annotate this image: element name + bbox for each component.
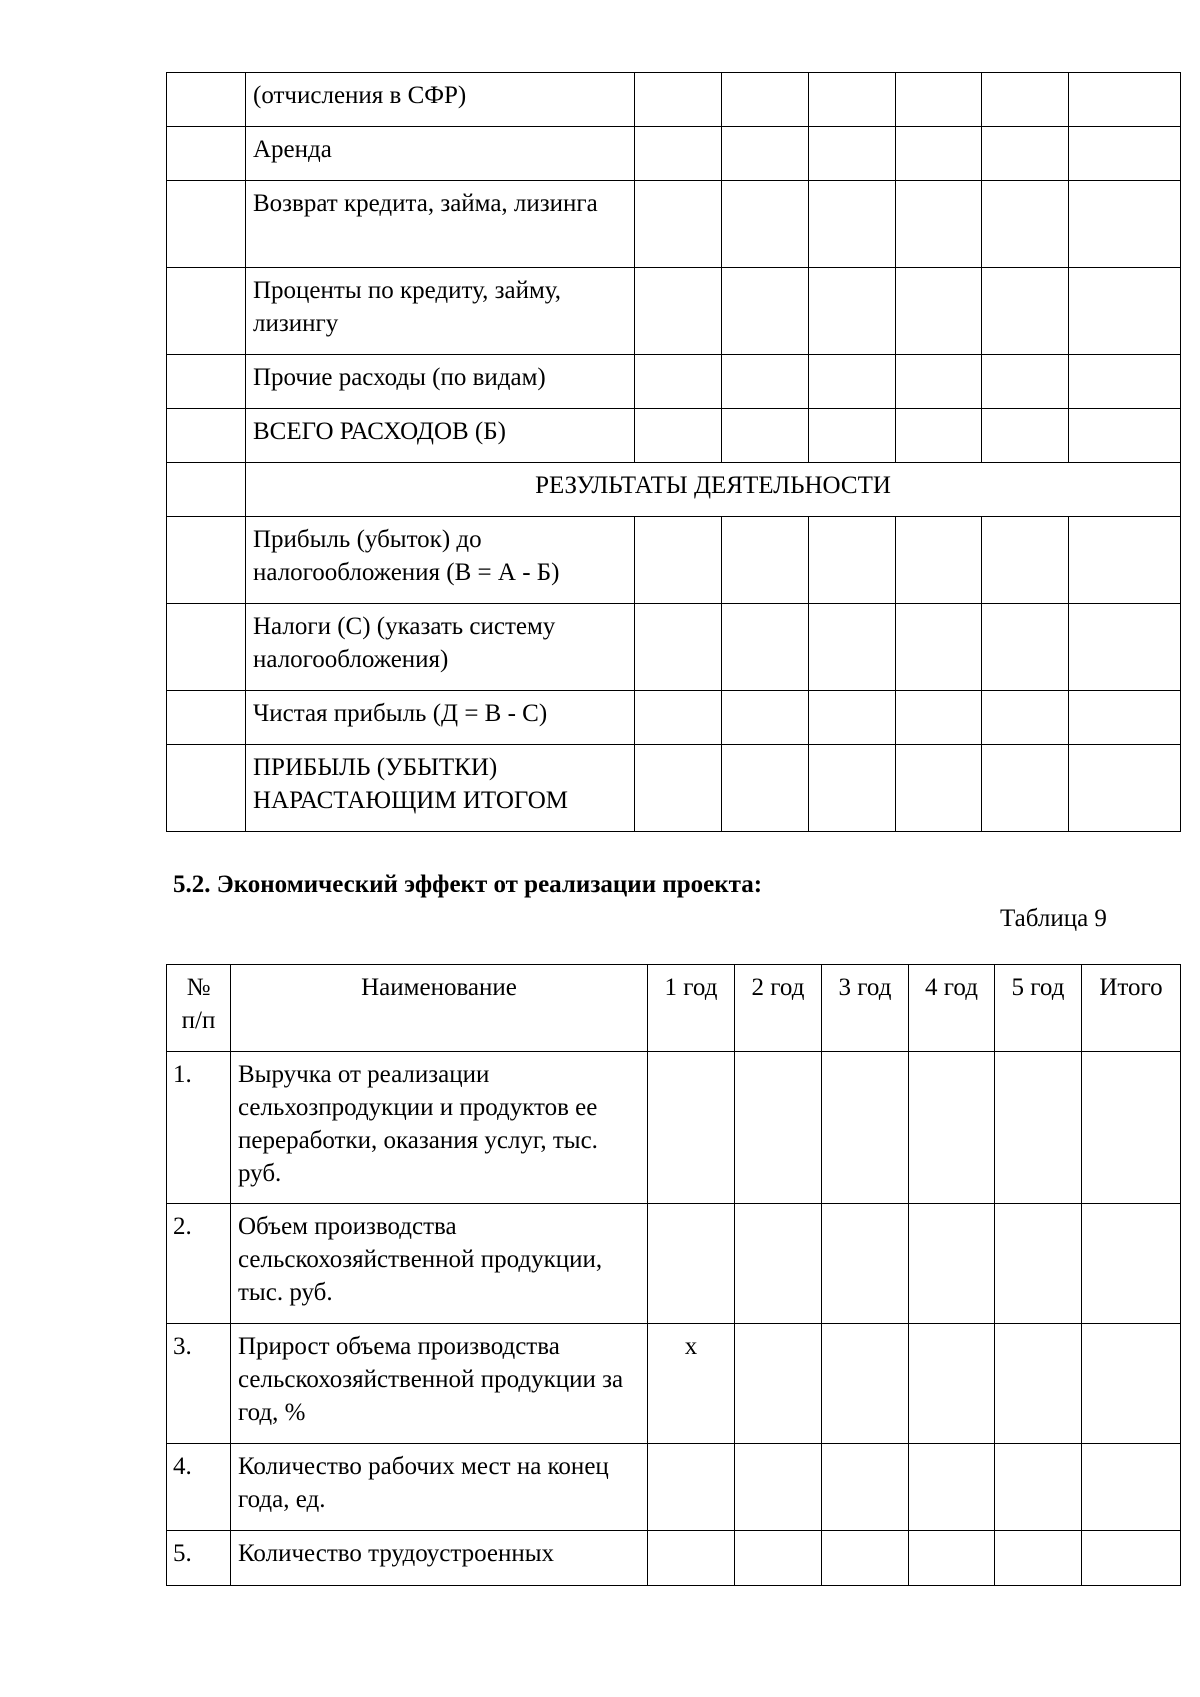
- table-row: [167, 1052, 1181, 1204]
- table-row: [167, 268, 1181, 355]
- value-cell: [735, 1324, 822, 1444]
- value-cell: [635, 355, 722, 409]
- value-cell: [635, 517, 722, 604]
- header-name: Наименование: [231, 965, 648, 1052]
- value-cell: [896, 409, 982, 463]
- section-title: РЕЗУЛЬТАТЫ ДЕЯТЕЛЬНОСТИ: [246, 463, 1181, 517]
- row-number-cell: [167, 745, 246, 832]
- value-cell: [982, 127, 1069, 181]
- value-cell: [1082, 1531, 1181, 1586]
- value-cell: [982, 268, 1069, 355]
- value-cell: [1069, 181, 1181, 268]
- value-cell: [809, 268, 896, 355]
- value-cell: [635, 73, 722, 127]
- row-label: Прибыль (убыток) до налогообложения (В = А - Б): [246, 517, 635, 604]
- row-name: Выручка от реализации сельхозпродукции и продуктов ее переработки, оказания услуг, тыс. руб.: [231, 1052, 648, 1204]
- year-1-cell: [648, 1531, 735, 1586]
- value-cell: [735, 1531, 822, 1586]
- row-label: Аренда: [246, 127, 635, 181]
- row-name: Объем производства сельскохозяйственной продукции, тыс. руб.: [231, 1204, 648, 1324]
- economic-effect-table: [166, 964, 1181, 1586]
- value-cell: [995, 1324, 1082, 1444]
- value-cell: [1069, 355, 1181, 409]
- header-year-5: 5 год: [995, 965, 1082, 1052]
- year-1-cell: [648, 1444, 735, 1531]
- value-cell: [1069, 268, 1181, 355]
- value-cell: [722, 181, 809, 268]
- section-row: [167, 463, 1181, 517]
- value-cell: [896, 127, 982, 181]
- value-cell: [896, 181, 982, 268]
- value-cell: [809, 181, 896, 268]
- year-1-cell: [648, 1052, 735, 1204]
- value-cell: [722, 355, 809, 409]
- value-cell: [822, 1324, 909, 1444]
- row-number-cell: [167, 463, 246, 517]
- table-row: [167, 517, 1181, 604]
- row-label: Проценты по кредиту, займу, лизингу: [246, 268, 635, 355]
- value-cell: [909, 1324, 995, 1444]
- value-cell: [982, 73, 1069, 127]
- value-cell: [735, 1444, 822, 1531]
- value-cell: [1069, 745, 1181, 832]
- table-row: [167, 1204, 1181, 1324]
- value-cell: [1069, 517, 1181, 604]
- value-cell: [722, 268, 809, 355]
- header-year-2: 2 год: [735, 965, 822, 1052]
- value-cell: [809, 517, 896, 604]
- row-label: Возврат кредита, займа, лизинга: [246, 181, 635, 268]
- table-row: [167, 409, 1181, 463]
- value-cell: [809, 127, 896, 181]
- row-number-cell: [167, 409, 246, 463]
- value-cell: [722, 517, 809, 604]
- value-cell: [635, 691, 722, 745]
- value-cell: [809, 355, 896, 409]
- value-cell: [982, 517, 1069, 604]
- year-1-cell: [648, 1204, 735, 1324]
- row-number-cell: [167, 268, 246, 355]
- row-name: Прирост объема производства сельскохозяйственной продукции за год, %: [231, 1324, 648, 1444]
- value-cell: [982, 355, 1069, 409]
- value-cell: [896, 355, 982, 409]
- value-cell: [982, 181, 1069, 268]
- table-caption: Таблица 9: [1000, 905, 1107, 932]
- value-cell: [982, 745, 1069, 832]
- row-number: 5.: [167, 1531, 231, 1586]
- table-row: [167, 604, 1181, 691]
- header-total: Итого: [1082, 965, 1181, 1052]
- row-label: Прочие расходы (по видам): [246, 355, 635, 409]
- row-label: Чистая прибыль (Д = В - С): [246, 691, 635, 745]
- value-cell: [722, 73, 809, 127]
- expenses-results-table: [166, 72, 1181, 832]
- value-cell: [995, 1444, 1082, 1531]
- table-row: [167, 73, 1181, 127]
- row-number-cell: [167, 355, 246, 409]
- value-cell: [722, 409, 809, 463]
- row-number-cell: [167, 517, 246, 604]
- value-cell: [995, 1204, 1082, 1324]
- header-row: [167, 965, 1181, 1052]
- value-cell: [722, 691, 809, 745]
- value-cell: [635, 409, 722, 463]
- value-cell: [635, 745, 722, 832]
- header-year-3: 3 год: [822, 965, 909, 1052]
- value-cell: [995, 1052, 1082, 1204]
- table-row: [167, 127, 1181, 181]
- value-cell: [809, 691, 896, 745]
- value-cell: [822, 1531, 909, 1586]
- row-number: 2.: [167, 1204, 231, 1324]
- value-cell: [896, 73, 982, 127]
- value-cell: [1082, 1324, 1181, 1444]
- value-cell: [1082, 1052, 1181, 1204]
- value-cell: [982, 409, 1069, 463]
- value-cell: [1069, 127, 1181, 181]
- row-number: 3.: [167, 1324, 231, 1444]
- table-row: [167, 181, 1181, 268]
- row-number-cell: [167, 691, 246, 745]
- value-cell: [982, 604, 1069, 691]
- value-cell: [822, 1204, 909, 1324]
- row-number: 4.: [167, 1444, 231, 1531]
- value-cell: [809, 73, 896, 127]
- row-number-cell: [167, 604, 246, 691]
- value-cell: [822, 1444, 909, 1531]
- row-number-cell: [167, 127, 246, 181]
- value-cell: [982, 691, 1069, 745]
- value-cell: [896, 691, 982, 745]
- value-cell: [1069, 604, 1181, 691]
- value-cell: [909, 1444, 995, 1531]
- row-label: ВСЕГО РАСХОДОВ (Б): [246, 409, 635, 463]
- header-year-1: 1 год: [648, 965, 735, 1052]
- value-cell: [1069, 409, 1181, 463]
- value-cell: [735, 1052, 822, 1204]
- row-label: Налоги (С) (указать систему налогообложения): [246, 604, 635, 691]
- value-cell: [909, 1531, 995, 1586]
- value-cell: [896, 268, 982, 355]
- value-cell: [635, 181, 722, 268]
- row-number-cell: [167, 73, 246, 127]
- row-number: 1.: [167, 1052, 231, 1204]
- value-cell: [809, 745, 896, 832]
- value-cell: [809, 409, 896, 463]
- row-label: ПРИБЫЛЬ (УБЫТКИ) НАРАСТАЮЩИМ ИТОГОМ: [246, 745, 635, 832]
- header-num: № п/п: [167, 965, 231, 1052]
- row-name: Количество рабочих мест на конец года, ед.: [231, 1444, 648, 1531]
- value-cell: [896, 517, 982, 604]
- value-cell: [896, 745, 982, 832]
- row-name: Количество трудоустроенных: [231, 1531, 648, 1586]
- table-row: [167, 1324, 1181, 1444]
- value-cell: [995, 1531, 1082, 1586]
- value-cell: [635, 268, 722, 355]
- value-cell: [735, 1204, 822, 1324]
- value-cell: [1082, 1444, 1181, 1531]
- section-heading: 5.2. Экономический эффект от реализации проекта:: [173, 871, 763, 898]
- value-cell: [722, 604, 809, 691]
- value-cell: [635, 127, 722, 181]
- row-label: (отчисления в СФР): [246, 73, 635, 127]
- value-cell: [809, 604, 896, 691]
- table-row: [167, 745, 1181, 832]
- value-cell: [722, 127, 809, 181]
- row-number-cell: [167, 181, 246, 268]
- table-row: [167, 1444, 1181, 1531]
- value-cell: [822, 1052, 909, 1204]
- value-cell: [1082, 1204, 1181, 1324]
- table-row: [167, 1531, 1181, 1586]
- year-1-cell: х: [648, 1324, 735, 1444]
- header-year-4: 4 год: [909, 965, 995, 1052]
- table-row: [167, 691, 1181, 745]
- table-row: [167, 355, 1181, 409]
- value-cell: [909, 1052, 995, 1204]
- value-cell: [722, 745, 809, 832]
- value-cell: [909, 1204, 995, 1324]
- value-cell: [896, 604, 982, 691]
- value-cell: [1069, 691, 1181, 745]
- value-cell: [1069, 73, 1181, 127]
- value-cell: [635, 604, 722, 691]
